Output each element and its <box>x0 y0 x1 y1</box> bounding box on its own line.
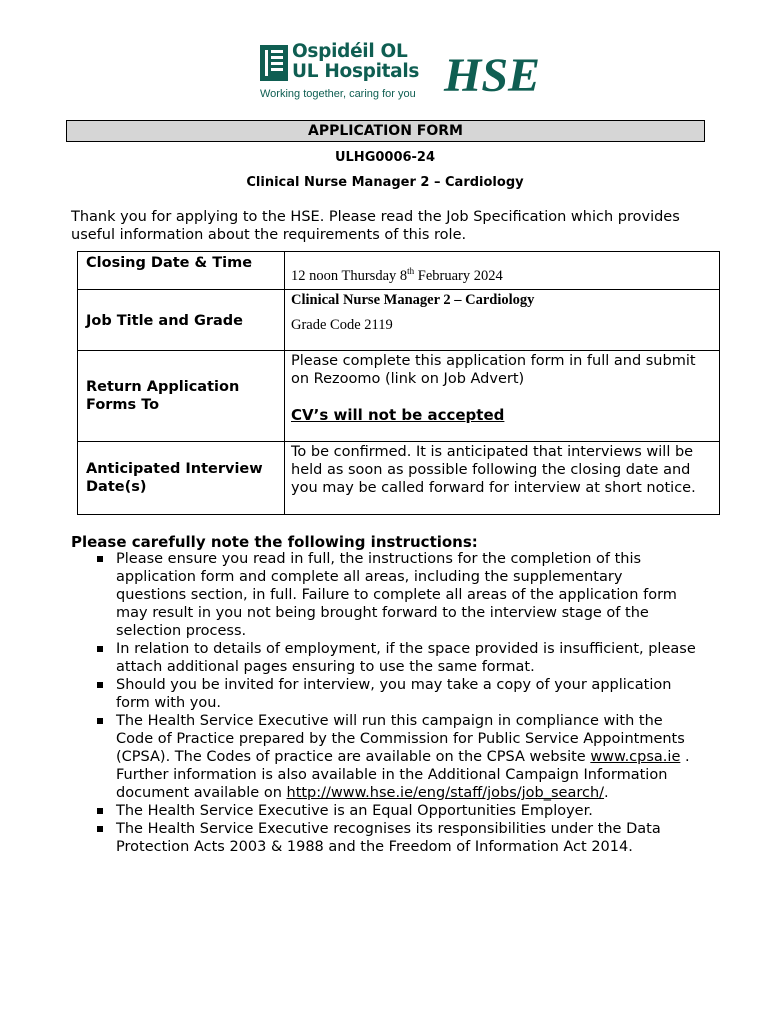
ul-line-1: Ospidéil OL <box>292 41 408 62</box>
hse-logo-text: HSE <box>444 49 541 102</box>
job-row <box>78 290 719 351</box>
hse-logo-icon <box>442 44 541 102</box>
cv-note: CV’s will not be accepted <box>291 406 505 424</box>
instructions-heading: Please carefully note the following instructions: <box>71 533 478 551</box>
post-title: Clinical Nurse Manager 2 – Cardiology <box>246 175 524 190</box>
instruction-item: In relation to details of employment, if the space provided is insufficient, please attach additional pages ensuring to use the same format. <box>92 640 697 676</box>
form-title: APPLICATION FORM <box>66 120 705 142</box>
return-row <box>78 351 719 442</box>
ul-hospitals-name <box>292 42 419 82</box>
interview-row <box>78 442 719 515</box>
job-title-value: Clinical Nurse Manager 2 – Cardiology <box>291 292 535 308</box>
ul-tagline: Working together, caring for you <box>260 88 416 100</box>
hse-jobs-link[interactable]: http://www.hse.ie/eng/staff/jobs/job_search/ <box>286 785 605 801</box>
closing-label: Closing Date & Time <box>86 255 253 271</box>
instruction-item: The Health Service Executive is an Equal Opportunities Employer. <box>92 802 697 820</box>
closing-row <box>78 252 719 290</box>
info-table <box>77 251 720 515</box>
instruction-item: The Health Service Executive will run this campaign in compliance with the Code of Practice prepared by the Commission for Public Service Appointments (CPSA). The Codes of practice are available on the CPSA website www.cpsa.ie . Further information is also available in the Additional Campaign Information document available on http://www.hse.ie/eng/staff/jobs/job_search/. <box>92 712 697 802</box>
instructions-list <box>92 550 697 856</box>
cpsa-link[interactable]: www.cpsa.ie <box>590 749 681 765</box>
job-grade-value: Grade Code 2119 <box>291 317 393 333</box>
logo-area <box>258 41 541 104</box>
return-label: Return Application Forms To <box>86 379 240 413</box>
interview-label: Anticipated Interview Date(s) <box>86 461 263 495</box>
instruction-item: Please ensure you read in full, the instructions for the completion of this application form and complete all areas, including the supplementary questions section, in full. Failure to complete all areas of the application form may result in you not being brought forward to the interview stage of the selection process. <box>92 550 697 640</box>
ul-line-2: UL Hospitals <box>292 61 420 82</box>
ul-hospitals-logo-icon <box>260 45 288 81</box>
job-label: Job Title and Grade <box>86 313 244 329</box>
intro-text: Thank you for applying to the HSE. Please read the Job Specification which provides useful information about the requirements of this role. <box>71 209 680 243</box>
return-value: Please complete this application form in full and submit on Rezoomo (link on Job Advert) <box>291 353 696 387</box>
job-reference: ULHG0006-24 <box>334 150 436 165</box>
interview-value: To be confirmed. It is anticipated that interviews will be held as soon as possible following the closing date and you may be called forward for interview at short notice. <box>291 444 696 496</box>
closing-value: 12 noon Thursday 8th February 2024 <box>291 266 503 284</box>
instruction-item: Should you be invited for interview, you may take a copy of your application form with you. <box>92 676 697 712</box>
instruction-item: The Health Service Executive recognises its responsibilities under the Data Protection Acts 2003 & 1988 and the Freedom of Information Act 2014. <box>92 820 697 856</box>
